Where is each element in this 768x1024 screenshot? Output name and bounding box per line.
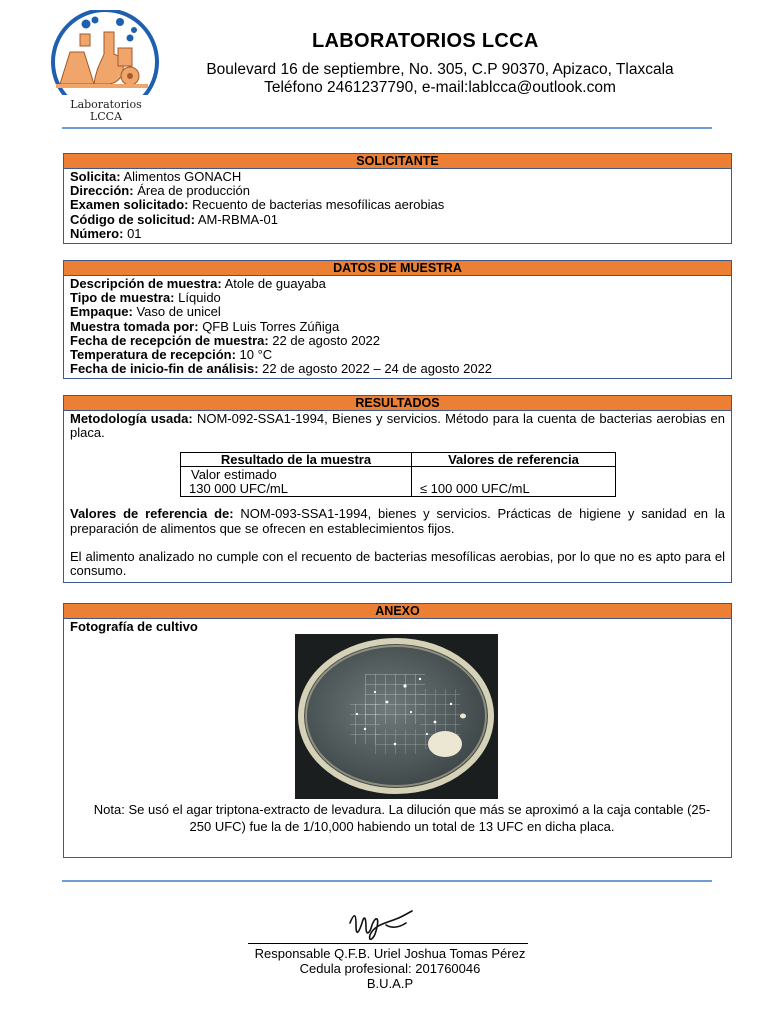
table-row — [181, 467, 616, 497]
solicitante-body — [64, 169, 731, 243]
institucion-text: B.U.A.P — [366, 976, 414, 991]
solicitante-row: Dirección: Área de producción — [70, 183, 250, 199]
solicitante-heading: SOLICITANTE — [64, 154, 731, 169]
signature-line — [248, 943, 528, 944]
resultados-body — [64, 411, 731, 582]
muestra-row: Empaque: Vaso de unicel — [70, 304, 221, 320]
muestra-row: Fecha de inicio-fin de análisis: 22 de agosto 2022 – 24 de agosto 2022 — [70, 361, 493, 377]
table-header-resultado: Resultado de la muestra — [181, 453, 412, 467]
datos-muestra-body — [64, 276, 731, 378]
lab-address: Boulevard 16 de septiembre, No. 305, C.P 90370, Apizaco, Tlaxcala — [206, 61, 674, 78]
solicitante-section — [63, 153, 732, 244]
resultado-cell: Valor estimado 130 000 UFC/mL — [181, 467, 412, 497]
svg-text:Laboratorios: Laboratorios — [70, 98, 142, 111]
referencia-cell: ≤ 100 000 UFC/mL — [411, 467, 615, 497]
solicitante-row: Número: 01 — [70, 225, 142, 241]
nota-text: Nota: Se usó el agar triptona-extracto de levadura. La dilución que más se aproximó a la caja contable (25-250 UFC) fue la de 1/10,000 habiendo un total de 13 UFC en dicha placa. — [93, 802, 711, 834]
handwritten-signature — [346, 905, 424, 945]
muestra-row: Descripción de muestra: Atole de guayaba — [70, 276, 326, 291]
responsable-text: Responsable Q.F.B. Uriel Joshua Tomas Pérez — [254, 946, 526, 961]
datos-muestra-section — [63, 260, 732, 379]
metodologia-text: Metodología usada: NOM-092-SSA1-1994, Bienes y servicios. Método para la cuenta de bacterias aerobias en placa. — [70, 411, 725, 441]
table-header-referencia: Valores de referencia — [411, 453, 615, 467]
cedula-text: Cedula profesional: 201760046 — [299, 961, 481, 976]
resultados-heading: RESULTADOS — [64, 396, 731, 411]
muestra-row: Temperatura de recepción: 10 °C — [70, 347, 273, 363]
valores-referencia-text: Valores de referencia de: NOM-093-SSA1-1994, bienes y servicios. Prácticas de higiene y sanidad en la preparación de alimentos que se ofrecen en establecimientos fijos. — [70, 506, 725, 536]
page-header — [0, 0, 768, 130]
muestra-row: Muestra tomada por: QFB Luis Torres Zúñiga — [70, 318, 340, 334]
solicitante-row: Código de solicitud: AM-RBMA-01 — [70, 211, 279, 227]
datos-muestra-heading: DATOS DE MUESTRA — [64, 261, 731, 276]
lab-title: LABORATORIOS LCCA — [312, 30, 539, 52]
table-header-row — [181, 453, 616, 467]
header-divider — [62, 127, 712, 129]
svg-text:LCCA: LCCA — [89, 110, 123, 123]
solicitante-row: Examen solicitado: Recuento de bacterias mesofílicas aerobias — [70, 197, 445, 213]
muestra-row: Fecha de recepción de muestra: 22 de agosto 2022 — [70, 332, 381, 348]
footer-divider — [62, 880, 712, 882]
resultados-section — [63, 395, 732, 583]
anexo-heading: ANEXO — [64, 604, 731, 619]
muestra-row: Tipo de muestra: Líquido — [70, 290, 221, 306]
lab-contact: Teléfono 2461237790, e-mail:lablcca@outlook.com — [264, 79, 616, 96]
laboratorios-lcca-logo — [50, 10, 162, 125]
results-table — [180, 452, 616, 497]
solicitante-row: Solicita: Alimentos GONACH — [70, 169, 242, 184]
conclusion-text: El alimento analizado no cumple con el recuento de bacterias mesofílicas aerobias, por lo que no es apto para el consumo. — [70, 548, 725, 579]
culture-plate-photo — [295, 634, 498, 799]
photo-label: Fotografía de cultivo — [70, 619, 198, 634]
